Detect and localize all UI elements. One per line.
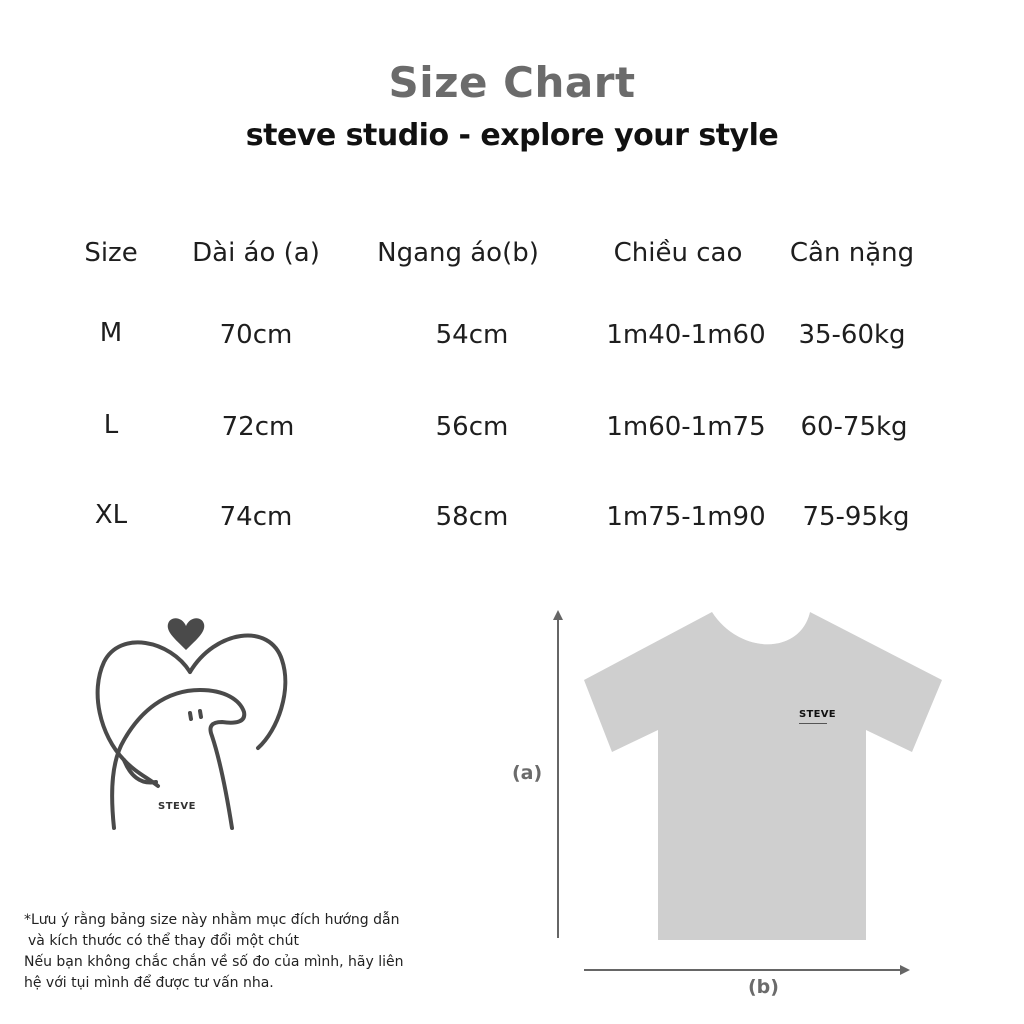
note-line: Nếu bạn không chắc chắn về số đo của mình, hãy liên <box>24 954 404 970</box>
column-header-length: Dài áo (a) <box>192 238 320 268</box>
table-cell-weight: 60-75kg <box>800 412 908 442</box>
note-line: *Lưu ý rằng bảng size này nhằm mục đích hướng dẫn <box>24 912 400 928</box>
table-cell-height: 1m40-1m60 <box>606 320 766 350</box>
table-cell-width: 54cm <box>435 320 509 350</box>
vertical-arrow <box>553 610 563 938</box>
tshirt-shape <box>584 612 942 940</box>
table-cell-length: 70cm <box>219 320 293 350</box>
table-cell-length: 72cm <box>221 412 295 442</box>
mascot-logo: STEVE <box>158 801 196 812</box>
page-title: Size Chart <box>388 58 636 107</box>
table-cell-height: 1m60-1m75 <box>606 412 766 442</box>
tshirt-logo: STEVE <box>799 709 836 720</box>
column-header-height: Chiều cao <box>613 238 743 268</box>
table-cell-width: 58cm <box>435 502 509 532</box>
tshirt-logo-underline <box>799 723 827 724</box>
horizontal-arrow <box>584 965 910 975</box>
dimension-label-b: (b) <box>748 976 779 998</box>
table-cell-size: XL <box>94 500 128 530</box>
table-cell-length: 74cm <box>219 502 293 532</box>
column-header-size: Size <box>84 238 138 268</box>
page-subtitle: steve studio - explore your style <box>245 118 779 153</box>
column-header-weight: Cân nặng <box>789 238 915 268</box>
column-header-width: Ngang áo(b) <box>377 238 539 268</box>
table-cell-size: L <box>103 410 119 440</box>
table-cell-size: M <box>99 318 123 348</box>
table-cell-weight: 75-95kg <box>802 502 910 532</box>
dimension-label-a: (a) <box>512 762 543 784</box>
size-note <box>24 910 404 994</box>
table-cell-height: 1m75-1m90 <box>606 502 766 532</box>
note-line: hệ với tụi mình để được tư vấn nha. <box>24 975 274 991</box>
note-line: và kích thước có thể thay đổi một chút <box>28 933 299 949</box>
table-cell-width: 56cm <box>435 412 509 442</box>
table-cell-weight: 35-60kg <box>798 320 906 350</box>
